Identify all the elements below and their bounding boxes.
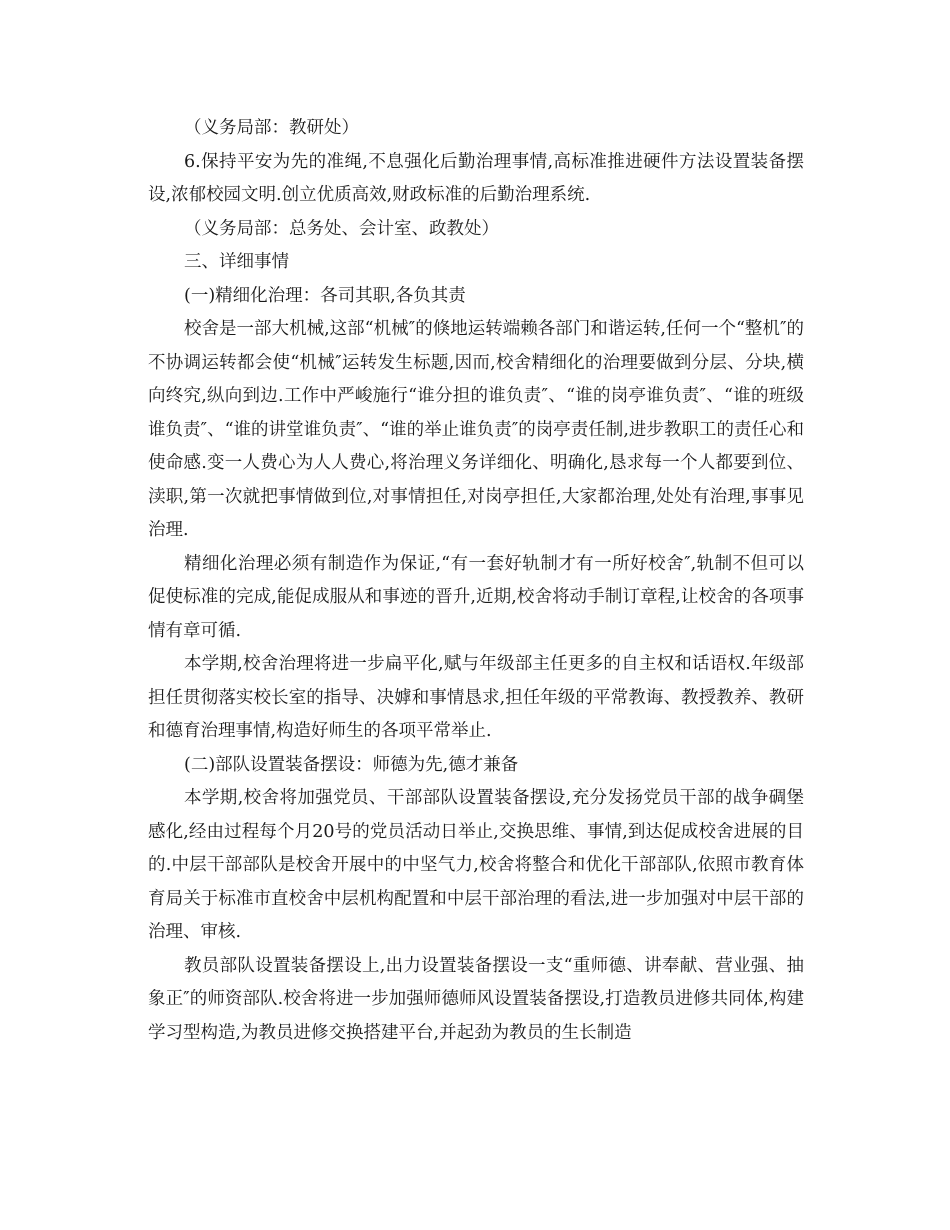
body-paragraph: 本学期,校舍治理将进一步扁平化,赋与年级部主任更多的自主权和话语权.年级部担任贯彻落实校长室的指导、决嫭和事情恳求,担任年级的平常教诲、教授教养、教研和德育治理事情,构造好师生的各项平常举止. (148, 654, 804, 741)
item-6-paragraph: 6.保持平安为先的准绳,不息强化后勤治理事情,高标准推进硬件方法设置装备摆设,浓郁校园文明.创立优质高效,财政标准的后勤治理系统. (148, 151, 804, 205)
responsibility-note-general: （义务局部：总务处、会计室、政教处） (184, 218, 499, 239)
subsection-heading-1: (一)精细化治理：各司其职,各负其责 (184, 285, 466, 306)
responsibility-note-research: （义务局部：教研处） (184, 118, 359, 138)
body-paragraph: 本学期,校舍将加强党员、干部部队设置装备摆设,充分发扬党员干部的战争碉堡感化,经由过程每个月20号的党员活动日举止,交换思维、事情,到达促成校舍进展的目的.中层干部部队是校舍开展中的中坚气力,校舍将整合和优化干部部队,依照市教育体育局关于标准市直校舍中层机构配置和中层干部治理的看法,进一步加强对中层干部的治理、审核. (148, 788, 804, 942)
section-heading-3: 三、详细事情 (184, 252, 289, 272)
document-body (148, 112, 804, 1050)
body-paragraph: 教员部队设置装备摆设上,出力设置装备摆设一支“重师德、讲奉献、营业强、抽象正″的师资部队.校舍将进一步加强师德师风设置装备摆设,打造教员进修共同体,构建学习型构造,为教员进修交换搭建平台,并起劲为教员的生长制造 (148, 955, 804, 1043)
body-paragraph: 精细化治理必须有制造作为保证,“有一套好轨制才有一所好校舍″,轨制不但可以促使标准的完成,能促成服从和事迹的晋升,近期,校舍将动手制订章程,让校舍的各项事情有章可循. (148, 553, 804, 641)
body-paragraph: 校舍是一部大机械,这部“机械″的倏地运转端赖各部门和谐运转,任何一个“整机″的不协调运转都会使“机械″运转发生标题,因而,校舍精细化的治理要做到分层、分块,横向终究,纵向到边.工作中严峻施行“谁分担的谁负责″、“谁的岗亭谁负责″、“谁的班级谁负责″、“谁的讲堂谁负责″、“谁的举止谁负责″的岗亭责任制,进步教职工的责任心和使命感.变一人费心为人人费心,将治理义务详细化、明确化,恳求每一个人都要到位、渎职,第一次就把事情做到位,对事情担任,对岗亭担任,大家都治理,处处有治理,事事见治理. (148, 319, 804, 540)
subsection-heading-2: (二)部队设置装备摆设：师德为先,德才兼备 (184, 754, 519, 775)
